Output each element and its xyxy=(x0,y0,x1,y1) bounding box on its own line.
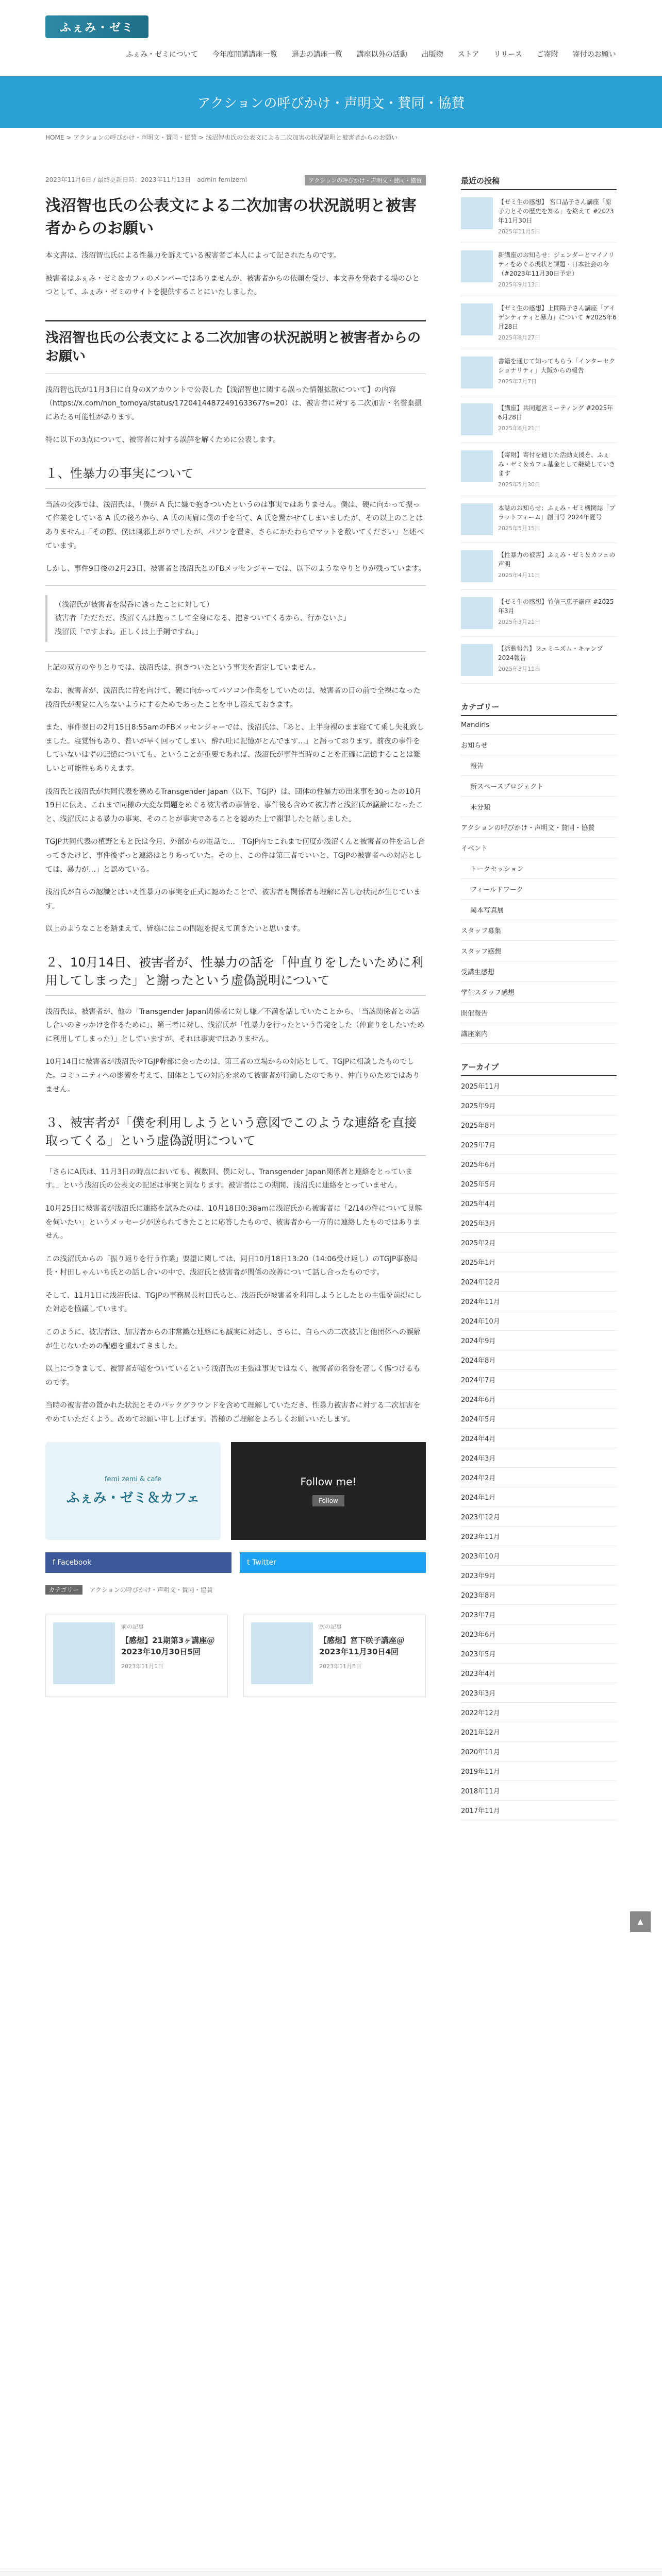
archive-item[interactable]: 2024年11月 xyxy=(461,1292,617,1311)
site-logo[interactable] xyxy=(45,15,148,38)
archive-item[interactable]: 2024年5月 xyxy=(461,1409,617,1429)
facebook-icon: f xyxy=(53,1558,58,1567)
recent-post-date: 2025年3月11日 xyxy=(498,666,540,672)
chevron-up-icon: ▲ xyxy=(637,1918,643,1926)
category-item[interactable]: フィールドワーク xyxy=(461,879,617,900)
recent-post-thumbnail xyxy=(461,644,493,676)
recent-post-title: 【ゼミ生の感想】竹信三恵子講座 #2025年3月 xyxy=(498,598,614,615)
recent-post-thumbnail xyxy=(461,303,493,335)
paragraph: 当時の被害者の置かれた状況とそのバックグラウンドを含めて理解していただき、性暴力被害者に対する二次加害をやめていただくよう、改めてお願い申し上げます。皆様のご理解をよろしくお願いいたします。 xyxy=(45,1401,421,1424)
follow-text: Follow me! xyxy=(300,1475,357,1488)
hero-title: アクションの呼びかけ・声明文・賛同・協賛 xyxy=(197,95,465,111)
nav-item[interactable]: 寄付のお願い xyxy=(572,50,616,59)
category-item[interactable]: イベント xyxy=(461,838,617,858)
archive-item[interactable]: 2017年11月 xyxy=(461,1801,617,1820)
recent-post-title: 【活動報告】フェミニズム・キャンプ2024報告 xyxy=(498,645,603,662)
archive-item[interactable]: 2024年10月 xyxy=(461,1311,617,1331)
related-thumbnail xyxy=(251,1622,313,1684)
follow-box xyxy=(231,1442,426,1540)
article xyxy=(45,175,426,1697)
paragraph: 「さらにA氏は、11月3日の時点においても、複数回、僕に対し、Transgender Japan関係者と連絡をとっています。」という浅沼氏の公表文の記述は事実と異なります。被害者はこの期間、浅沼氏に連絡をとっていません。 xyxy=(45,1167,413,1190)
paragraph: なお、被害者が、浅沼氏に背を向けて、硬に向かってパソコン作業をしていたのは、被害者の目の前で全裸になった浅沼氏が視覚に入らないようにするためであったことを申し添えておきます。 xyxy=(45,687,421,709)
recent-post[interactable] xyxy=(461,496,617,543)
quote-block xyxy=(45,595,426,642)
recent-post-thumbnail xyxy=(461,197,493,229)
related-title: 【感想】21期第3ヶ講座＠2023年10月30日5回 xyxy=(121,1635,215,1657)
recent-post[interactable] xyxy=(461,243,617,296)
archive-item[interactable]: 2025年5月 xyxy=(461,1174,617,1194)
archive-item[interactable]: 2024年3月 xyxy=(461,1448,617,1468)
related-thumbnail xyxy=(53,1622,115,1684)
archive-item[interactable]: 2023年6月 xyxy=(461,1624,617,1644)
paragraph: TGJP共同代表の植野ともと氏は今月、外部からの電話で…「TGJP内でこれまで何度か浅沼くんと被害者の件を話し合ってきたけど、事件後ずっと連絡はとりあっていた。その上、この件は第三者でいいと、TGJPの被害者への対応としては、暴力が…」と認めている。 xyxy=(45,838,425,874)
paragraph: この浅沼氏からの「振り返りを行う作業」要望に関しては、同日10月18日13:20（14:06受け返し）のTGJP事務局長・村田しゃんいち氏との話し合いの中で、浅沼氏と被害者が関係の改善について話し合ったものです。 xyxy=(45,1255,418,1277)
related-card[interactable] xyxy=(243,1615,426,1697)
category-item[interactable]: 講座案内 xyxy=(461,1023,617,1044)
archive-item[interactable]: 2025年3月 xyxy=(461,1213,617,1233)
quote-line: 被害者「ただただ、浅沼くんは抱っこして全身になる、抱きついてくるから、行かないよ」 xyxy=(55,614,351,623)
related-date: 2023年11月1日 xyxy=(121,1663,163,1670)
nav-item[interactable]: ふぇみ・ゼミについて xyxy=(126,50,198,59)
recent-post[interactable] xyxy=(461,190,617,243)
archive-item[interactable]: 2025年4月 xyxy=(461,1194,617,1213)
paragraph: 浅沼智也氏が11月3日に自身のXアカウントで公表した【浅沼智也に関する誤った情報拡散について】の内容（https://x.com/non_tomoya/status/1720414487249163367?s=20）は、被害者に対する二次加害・名誉棄損にあたる可能性があります。 xyxy=(45,385,422,421)
archive-item[interactable]: 2025年8月 xyxy=(461,1115,617,1135)
related-posts xyxy=(45,1615,426,1697)
paragraph: また、事件翌日の2月15日8:55amのFBメッセンジャーでは、浅沼氏は、「あと、上半身裸のまま寝てて乗し失礼致しました。寝覚悟もあり、普いが早く回ってしまい、酔れ吐に記憶がとんでます…」と語っております。前夜の事件をしていないはずの記憶についても、ということが重要であれば、浅沼氏が事件当時のことを正確に記憶することは難しいと可能性もありえます。 xyxy=(45,723,424,773)
archive-item[interactable]: 2023年8月 xyxy=(461,1585,617,1605)
archive-item[interactable]: 2025年6月 xyxy=(461,1155,617,1174)
paragraph: 特に以下の3点について、被害者に対する誤解を解くために公表します。 xyxy=(45,436,280,445)
archive-item[interactable]: 2023年12月 xyxy=(461,1507,617,1527)
archive-item[interactable]: 2024年2月 xyxy=(461,1468,617,1487)
recent-post-title: 本誌のお知らせ：ふぇみ・ゼミ機関誌「プラットフォーム」創刊号 2024年夏号 xyxy=(498,504,616,521)
nav-item[interactable]: 出版物 xyxy=(421,50,443,59)
category-item[interactable]: 受講生感想 xyxy=(461,961,617,982)
nav-item[interactable]: リリース xyxy=(493,50,522,59)
global-nav xyxy=(119,49,623,60)
site-header xyxy=(0,0,662,76)
archive-item[interactable]: 2021年12月 xyxy=(461,1722,617,1742)
facebook-share-button[interactable] xyxy=(45,1552,231,1573)
paragraph: 10月14日に被害者が浅沼氏やTGJP幹部に会ったのは、第三者の立場からの対応として、TGJPに相談したものでした。コミュニティへの影響を考えて、団体としての対応を求めて被害者が行動したのであり、仲直りのためではありません。 xyxy=(45,1058,420,1094)
recent-post-date: 2025年4月11日 xyxy=(498,572,540,579)
archive-item[interactable]: 2023年5月 xyxy=(461,1644,617,1664)
recent-post[interactable] xyxy=(461,443,617,496)
recent-post-date: 2025年5月15日 xyxy=(498,525,540,532)
paragraph: 当該の交渉では、浅沼氏は、「僕が A 氏に嫌で抱きついたというのは事実ではありません。僕は、硬に向かって振って作業をしている A 氏の後ろから、A 氏の両肩に僕の手を当て、A 氏を驚かせてしまいましたが、その以上のことはありません」「その際、僕は風邪上がりでしたが、パソンを置き、さらにかたわらでマットを敷いてください」と述べています。 xyxy=(45,500,424,550)
category-item[interactable]: 未分類 xyxy=(461,796,617,817)
category-item[interactable]: スタッフ感想 xyxy=(461,941,617,961)
archive-item[interactable]: 2025年11月 xyxy=(461,1076,617,1096)
brand-logo-en: femi zemi & cafe xyxy=(104,1475,162,1483)
archive-item[interactable]: 2025年1月 xyxy=(461,1252,617,1272)
post-title: 浅沼智也氏の公表文による二次加害の状況説明と被害者からのお願い xyxy=(45,197,417,238)
category-badge[interactable]: アクションの呼びかけ・声明文・賛同・協賛 xyxy=(305,175,426,185)
category-item[interactable]: お知らせ xyxy=(461,735,617,755)
related-badge: 次の記事 xyxy=(319,1623,342,1630)
archive-item[interactable]: 2019年11月 xyxy=(461,1761,617,1781)
paragraph: 本文書は、浅沼智也氏による性暴力を訴えている被害者ご本人によって記されたものです。 xyxy=(45,251,341,260)
paragraph: 以上のようなことを踏まえて、皆様にはこの問題を捉えて頂きたいと思います。 xyxy=(45,925,305,934)
paragraph: 10月25日に被害者が浅沼氏に連絡を試みたのは、10月18日0:38amに浅沼氏から被害者に「2/14の件について見解を伺いたい」というメッセージが送られてきたことに応答したもので、被害者から一方的に連絡したものではありません。 xyxy=(45,1204,422,1241)
category-item[interactable]: アクションの呼びかけ・声明文・賛同・協賛 xyxy=(461,817,617,838)
divider xyxy=(45,585,426,586)
facebook-label: Facebook xyxy=(57,1558,92,1567)
section-heading: 浅沼智也氏の公表文による二次加害の状況説明と被害者からのお願い xyxy=(45,320,426,374)
twitter-label: Twitter xyxy=(252,1558,276,1567)
nav-item[interactable]: ストア xyxy=(457,50,479,59)
recent-post-date: 2025年7月7日 xyxy=(498,378,537,385)
page-hero xyxy=(0,76,662,128)
recent-post-thumbnail xyxy=(461,597,493,629)
category-item[interactable]: 開催報告 xyxy=(461,1003,617,1023)
archive-item[interactable]: 2022年12月 xyxy=(461,1703,617,1722)
recent-post-title: 【寄附】寄付を通じた活動支援を、ふぇみ・ゼミ＆カフェ基金として継続していきます xyxy=(498,451,616,477)
recent-posts-title: 最近の投稿 xyxy=(461,175,617,190)
category-item[interactable]: 報告 xyxy=(461,755,617,776)
post-date: 2023年11月6日 / 最終更新日時：2023年11月13日 xyxy=(45,176,191,183)
quote-line: （浅沼氏が被害者を湯呑に誘ったことに対して） xyxy=(55,600,213,609)
recent-post-date: 2025年5月30日 xyxy=(498,481,540,488)
follow-banner xyxy=(45,1442,426,1540)
archive-item[interactable]: 2024年7月 xyxy=(461,1370,617,1389)
recent-post-thumbnail xyxy=(461,550,493,582)
paragraph: 浅沼氏は、被害者が、他の「Transgender Japan関係者に対し嫌／不満を話していたことから、「当該関係者との話し合いのきっかけを作るために」、第三者に対し、浅沼氏が「性暴力を行ったという告発をした（仲直りをしたいために利用してしまった）」としていますが、それは事実ではありません。 xyxy=(45,1007,424,1043)
nav-item[interactable]: 講座以外の活動 xyxy=(356,50,407,59)
category-item[interactable]: 学生スタッフ感想 xyxy=(461,982,617,1003)
recent-post[interactable] xyxy=(461,396,617,443)
brand-logo-text: ふぇみ・ゼミ＆カフェ xyxy=(66,1490,200,1506)
archive-item[interactable]: 2024年6月 xyxy=(461,1389,617,1409)
archive-item[interactable]: 2023年9月 xyxy=(461,1566,617,1585)
category-item[interactable]: Mandiris xyxy=(461,716,617,735)
recent-post-date: 2025年8月27日 xyxy=(498,334,540,341)
recent-post[interactable] xyxy=(461,590,617,637)
post-tags xyxy=(45,1585,426,1594)
recent-post[interactable] xyxy=(461,296,617,349)
recent-post[interactable] xyxy=(461,637,617,684)
related-date: 2023年11月8日 xyxy=(319,1663,361,1670)
recent-post[interactable] xyxy=(461,349,617,396)
category-item[interactable]: トークセッション xyxy=(461,858,617,879)
archive-item[interactable]: 2025年2月 xyxy=(461,1233,617,1252)
archive-item[interactable]: 2020年11月 xyxy=(461,1742,617,1761)
archive-item[interactable]: 2023年11月 xyxy=(461,1527,617,1546)
category-item[interactable]: 新スペースプロジェクト xyxy=(461,776,617,796)
site-footer xyxy=(0,2571,662,2576)
paragraph: このように、被害者は、加害者からの非常識な連絡にも誠実に対応し、さらに、自らへの二次被害と他団体への誤解が生じないための配慮を重ねてきました。 xyxy=(45,1328,421,1350)
recent-post-thumbnail xyxy=(461,250,493,282)
recent-post-title: 新講座のお知らせ：ジェンダーとマイノリティをめぐる現状と課題・日本社会の今（#2023年11月30日予定） xyxy=(498,251,615,277)
nav-item[interactable]: 過去の講座一覧 xyxy=(291,50,342,59)
sub-heading: ２、10月14日、被害者が、性暴力の話を「仲直りをしたいために利用してしまった」と謝ったという虚偽説明について xyxy=(45,954,426,996)
archive-item[interactable]: 2023年10月 xyxy=(461,1546,617,1566)
recent-post-title: 書籍を通じて知ってもらう「インターセクショナリティ」大阪からの報告 xyxy=(498,358,616,374)
archive-item[interactable]: 2025年9月 xyxy=(461,1096,617,1115)
tag-value[interactable]: アクションの呼びかけ・声明文・賛同・協賛 xyxy=(89,1586,213,1594)
recent-post-thumbnail xyxy=(461,403,493,435)
category-item[interactable]: スタッフ募集 xyxy=(461,920,617,941)
page-top-button[interactable] xyxy=(630,1911,651,1932)
archive-item[interactable]: 2023年4月 xyxy=(461,1664,617,1683)
recent-post-date: 2025年6月21日 xyxy=(498,425,540,432)
category-list xyxy=(461,716,617,1044)
archive-item[interactable]: 2024年1月 xyxy=(461,1487,617,1507)
recent-post-thumbnail xyxy=(461,503,493,535)
paragraph: そして、11月1日に浅沼氏は、TGJPの事務局長村田氏らと、浅沼氏が被害者を利用しようとしたとの主張を前提にした対応を協議しています。 xyxy=(45,1291,422,1314)
archive-item[interactable]: 2024年12月 xyxy=(461,1272,617,1292)
sidebar xyxy=(461,175,617,1820)
related-title: 【感想】宮下咲子講座＠2023年11月30日4回 xyxy=(319,1635,405,1657)
archive-item[interactable]: 2023年3月 xyxy=(461,1683,617,1703)
archive-item[interactable]: 2018年11月 xyxy=(461,1781,617,1801)
recent-post-thumbnail xyxy=(461,357,493,388)
category-title: カテゴリー xyxy=(461,701,617,716)
tag-label: カテゴリー xyxy=(45,1585,82,1595)
archive-list xyxy=(461,1076,617,1820)
archive-item[interactable]: 2024年9月 xyxy=(461,1331,617,1350)
nav-item[interactable]: 今年度開講講座一覧 xyxy=(212,50,277,59)
archive-title: アーカイブ xyxy=(461,1061,617,1076)
breadcrumb[interactable]: HOME > アクションの呼びかけ・声明文・賛同・協賛 > 浅沼智也氏の公表文による二次加害の状況説明と被害者からのお願い xyxy=(45,134,398,141)
archive-item[interactable]: 2024年8月 xyxy=(461,1350,617,1370)
twitter-icon: t xyxy=(247,1558,252,1567)
sub-heading: １、性暴力の事実について xyxy=(45,465,426,489)
paragraph: 被害者はふぇみ・ゼミ＆カフェのメンバーではありませんが、被害者からの依頼を受け、本文書を発表する場のひとつとして、ふぇみ・ゼミのサイトを提供することにいたしました。 xyxy=(45,274,420,297)
recent-post-date: 2025年11月5日 xyxy=(498,228,540,235)
paragraph: しかし、事件9日後の2月23日、被害者と浅沼氏とのFBメッセンジャーでは、以下のようなやりとりが残っています。 xyxy=(45,565,426,573)
recent-post-title: 【ゼミ生の感想】 宮口晶子さん講座「原子力とその歴史を知る」を終えて #2023年11月30日 xyxy=(498,198,614,224)
logo-text: ふぇみ・ゼミ xyxy=(59,21,134,35)
follow-button[interactable]: Follow xyxy=(312,1495,344,1506)
archive-item[interactable]: 2025年7月 xyxy=(461,1135,617,1155)
nav-item[interactable]: ご寄附 xyxy=(536,50,558,59)
related-card[interactable] xyxy=(45,1615,228,1697)
paragraph: 上記の双方のやりとりでは、浅沼氏は、抱きついたという事実を否定していません。 xyxy=(45,664,320,672)
share-buttons xyxy=(45,1552,426,1573)
archive-item[interactable]: 2024年4月 xyxy=(461,1429,617,1448)
category-item[interactable]: 岡本写真展 xyxy=(461,900,617,920)
post-author[interactable]: admin femizemi xyxy=(197,176,247,183)
divider xyxy=(45,651,426,652)
recent-post-date: 2025年9月13日 xyxy=(498,281,540,288)
archive-item[interactable]: 2023年7月 xyxy=(461,1605,617,1624)
paragraph: 浅沼氏と浅沼氏が共同代表を務めるTransgender Japan（以下、TGJP）は、団体の性暴力の出来事を30ったの10月19日に伝え、これまで同様の大変な問題をめぐる被害者の事情を、事件後も含めて被害者と浅沼氏が議論になったこと、浅沼氏による暴力の事実、そのことが事実であることを認めた上で謝罪したと話しました。 xyxy=(45,787,423,823)
recent-post[interactable] xyxy=(461,543,617,590)
twitter-share-button[interactable] xyxy=(240,1552,426,1573)
recent-post-title: 【講座】共同運営ミーティング #2025年6月28日 xyxy=(498,404,614,421)
brand-logo[interactable] xyxy=(45,1442,221,1540)
recent-post-title: 【性暴力の被害】ふぇみ・ゼミ＆カフェの声明 xyxy=(498,551,616,568)
recent-post-title: 【ゼミ生の感想】上間陽子さん講座「アイデンティティと暴力」について #2025年6月28日 xyxy=(498,304,617,330)
recent-post-date: 2025年3月21日 xyxy=(498,619,540,625)
sub-heading: ３、被害者が「僕を利用しようという意図でこのような連絡を直接取ってくる」という虚偽説明について xyxy=(45,1114,426,1156)
paragraph: 浅沼氏が自らの認識とはいえ性暴力の事実を正式に認めたことで、被害者も関係者も理解に苦しむ状況が生じています。 xyxy=(45,888,421,910)
post-meta xyxy=(45,175,426,185)
recent-post-thumbnail xyxy=(461,450,493,482)
recent-posts-list xyxy=(461,190,617,684)
quote-line: 浅沼氏「ですよね。正しくは上手鋼ですね。」 xyxy=(55,628,203,636)
related-badge: 前の記事 xyxy=(121,1623,144,1630)
paragraph: 以上につきまして、被害者が嘘をついているという浅沼氏の主張は事実ではなく、被害者の名誉を著しく傷つけるものです。 xyxy=(45,1365,421,1387)
